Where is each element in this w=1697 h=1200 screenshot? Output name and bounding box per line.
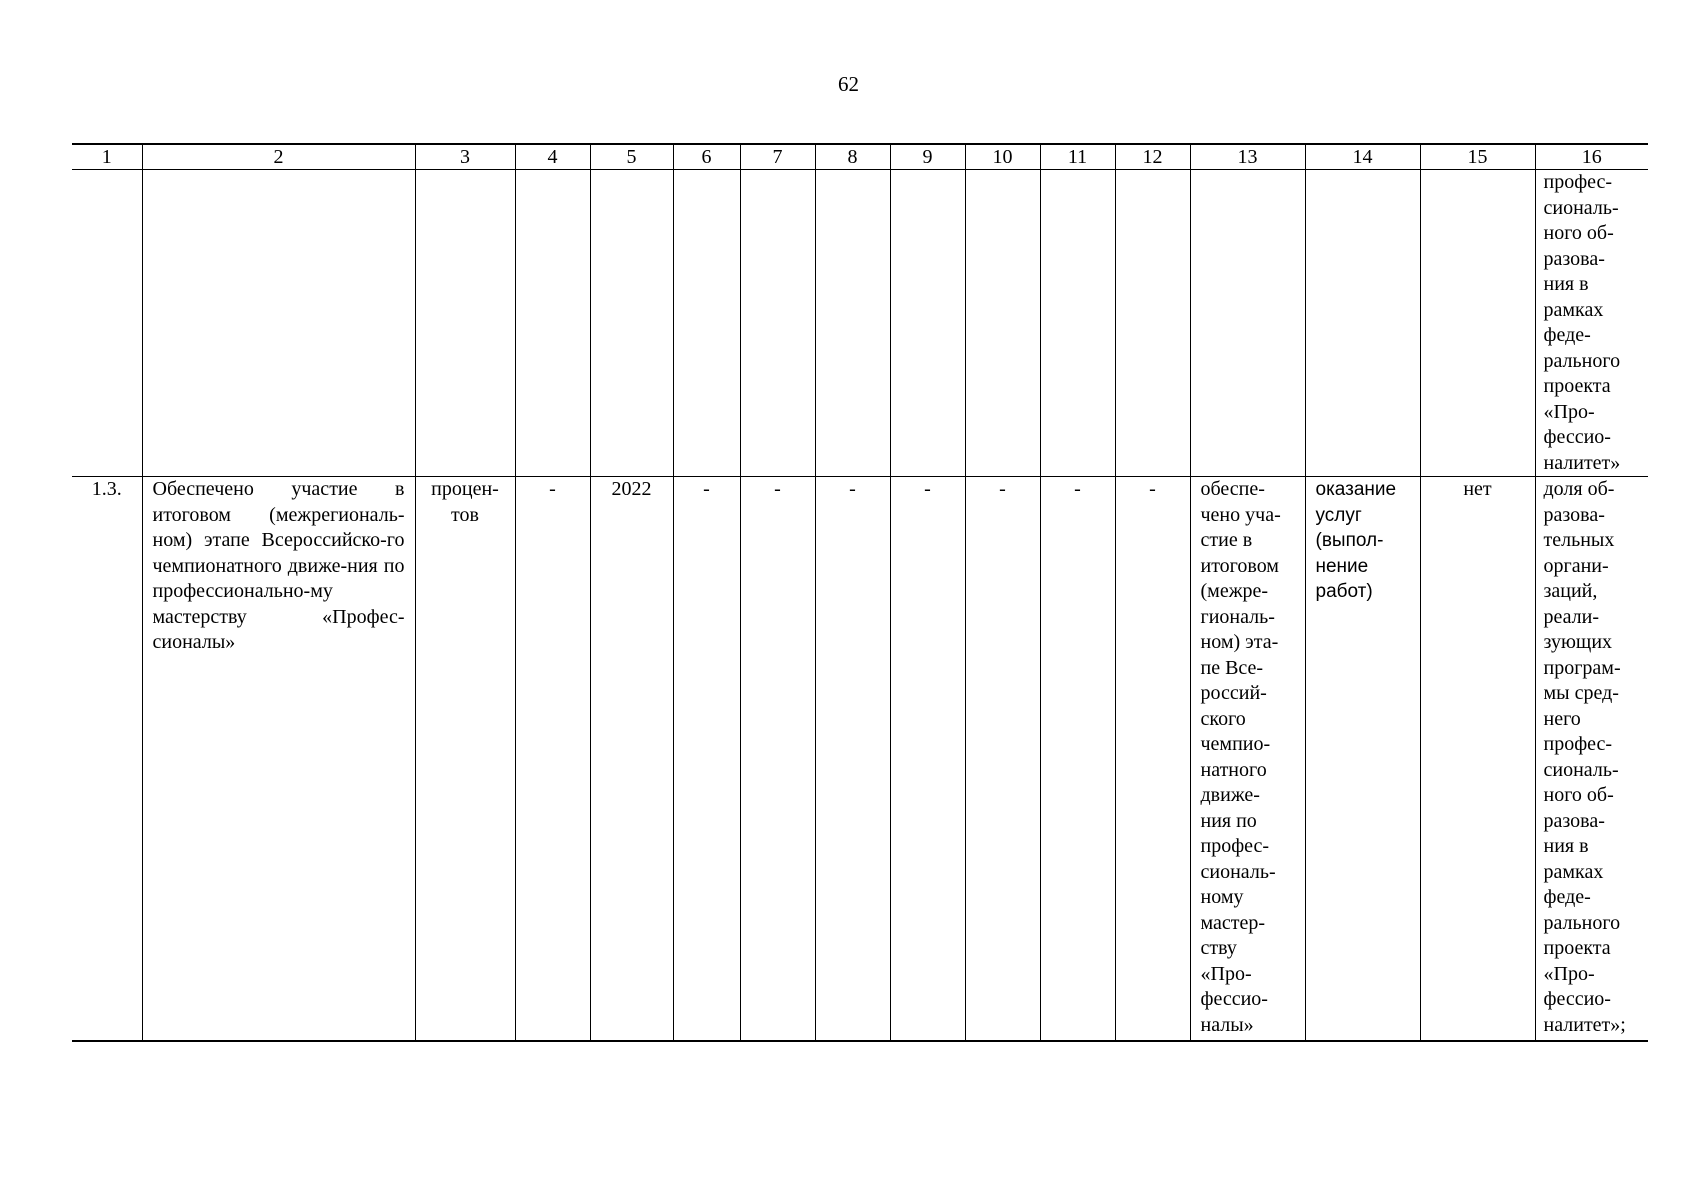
cell [740,170,815,477]
cell [673,170,740,477]
header-col-10: 10 [965,144,1040,170]
cell [72,170,142,477]
value-cell-4: - [515,477,590,1042]
header-col-15: 15 [1420,144,1535,170]
value-cell-12: - [1115,477,1190,1042]
header-col-3: 3 [415,144,515,170]
header-col-8: 8 [815,144,890,170]
header-col-2: 2 [142,144,415,170]
value-cell-7: - [740,477,815,1042]
cell [1190,170,1305,477]
value-cell-9: - [890,477,965,1042]
row-number-cell: 1.3. [72,477,142,1042]
result-name-cell: Обеспечено участие в итоговом (межрегиональ-ном) этапе Всероссийско-го чемпионатного движе-ния по профессионально-му мастерству «Профес-сионалы» [142,477,415,1042]
table-row-continuation [72,170,1648,477]
header-col-1: 1 [72,144,142,170]
cell [1305,170,1420,477]
header-col-7: 7 [740,144,815,170]
table-header-row [72,144,1648,170]
table-row-1-3 [72,477,1648,1042]
cell [1040,170,1115,477]
result-description-cell: обеспе- чено уча- стие в итоговом (межре- гиональ- ном) эта- пе Все- россий- ского чемпио- натного движе- ния по профес- сиональ- ному мастер- ству «Про- фессио- налы» [1190,477,1305,1042]
cell [815,170,890,477]
header-col-9: 9 [890,144,965,170]
value-cell-11: - [1040,477,1115,1042]
cell [142,170,415,477]
indicators-table [72,143,1648,1042]
result-type-cell: оказание услуг (выпол- нение работ) [1305,477,1420,1042]
cell [890,170,965,477]
header-col-4: 4 [515,144,590,170]
header-col-12: 12 [1115,144,1190,170]
header-col-5: 5 [590,144,673,170]
year-cell: 2022 [590,477,673,1042]
related-indicator-cell: доля об- разова- тельных органи- заций, реали- зующих програм- мы сред- него профес- сиональ- ного об- разова- ния в рамках феде- рального проекта «Про- фессио- налитет»; [1535,477,1648,1042]
page-number: 62 [838,72,859,96]
unit-cell: процен- тов [415,477,515,1042]
header-col-6: 6 [673,144,740,170]
value-cell-8: - [815,477,890,1042]
cell [1420,170,1535,477]
cell [1115,170,1190,477]
header-col-11: 11 [1040,144,1115,170]
cell [515,170,590,477]
value-cell-6: - [673,477,740,1042]
continuation-result-cell: профес- сиональ- ного об- разова- ния в рамках феде- рального проекта «Про- фессио- налитет» [1535,170,1648,477]
header-col-16: 16 [1535,144,1648,170]
value-cell-10: - [965,477,1040,1042]
cell [590,170,673,477]
feature-cell: нет [1420,477,1535,1042]
cell [415,170,515,477]
header-col-13: 13 [1190,144,1305,170]
cell [965,170,1040,477]
header-col-14: 14 [1305,144,1420,170]
